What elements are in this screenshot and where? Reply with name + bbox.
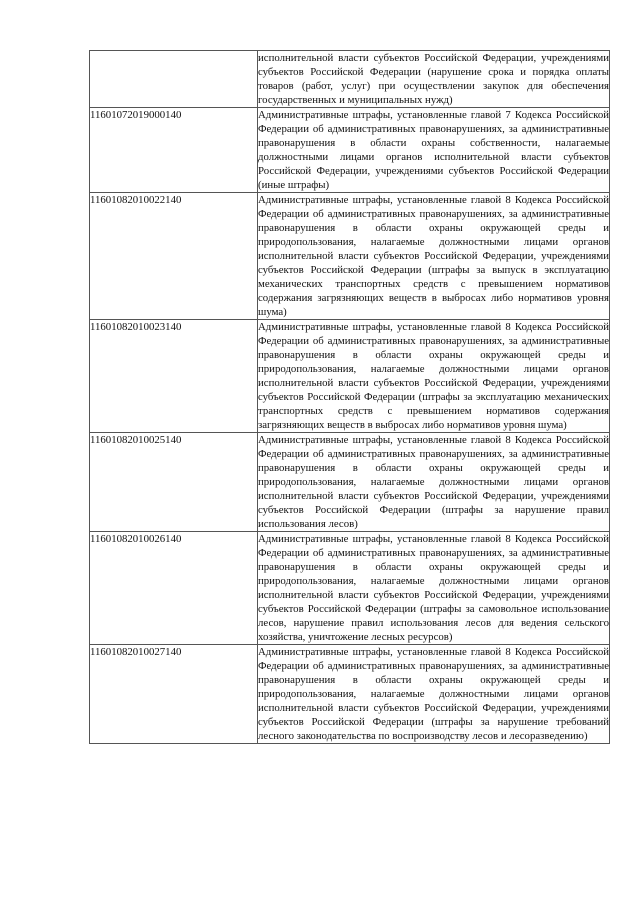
description-text: Административные штрафы, установленные главой 8 Кодекса Российской Федерации об административных правонарушениях, за административные правонарушения в области охраны окружающей среды и природопользования, налагаемые должностными лицами органов исполнительной власти субъектов Российской Федерации, учреждениями субъектов Российской Федерации (штрафы за нарушение правил использования лесов) [258, 434, 609, 530]
budget-codes-table [89, 50, 610, 744]
code-cell: 11601082010023140 [90, 320, 258, 433]
code-cell: 11601082010022140 [90, 193, 258, 320]
description-text: исполнительной власти субъектов Российской Федерации, учреждениями субъектов Российской Федерации (нарушение срока и порядка оплаты товаров (работ, услуг) при осуществлении закупок для обеспечения государственных и муниципальных нужд) [258, 52, 609, 106]
code-cell: 11601082010027140 [90, 645, 258, 744]
description-text: Административные штрафы, установленные главой 7 Кодекса Российской Федерации об административных правонарушениях, за административные правонарушения в области охраны собственности, налагаемые должностными лицами органов исполнительной власти субъектов Российской Федерации, учреждениями субъектов Российской Федерации (иные штрафы) [258, 109, 609, 191]
code-cell: 11601072019000140 [90, 108, 258, 193]
description-cell [258, 433, 610, 532]
description-cell [258, 51, 610, 108]
table-row [90, 51, 610, 108]
description-text: Административные штрафы, установленные главой 8 Кодекса Российской Федерации об административных правонарушениях, за административные правонарушения в области охраны окружающей среды и природопользования, налагаемые должностными лицами органов исполнительной власти субъектов Российской Федерации, учреждениями субъектов Российской Федерации (штрафы за эксплуатацию механических транспортных средств с превышением нормативов содержания загрязняющих веществ в выбросах либо нормативов уровня шума) [258, 321, 609, 431]
code-cell: 11601082010026140 [90, 532, 258, 645]
code-cell: 11601082010025140 [90, 433, 258, 532]
description-text: Административные штрафы, установленные главой 8 Кодекса Российской Федерации об административных правонарушениях, за административные правонарушения в области охраны окружающей среды и природопользования, налагаемые должностными лицами органов исполнительной власти субъектов Российской Федерации, учреждениями субъектов Российской Федерации (штрафы за нарушение требований лесного законодательства по воспроизводству лесов и лесоразведению) [258, 646, 609, 742]
description-cell [258, 532, 610, 645]
table-row [90, 645, 610, 744]
description-cell [258, 645, 610, 744]
description-cell [258, 320, 610, 433]
table-row [90, 532, 610, 645]
table-row [90, 193, 610, 320]
description-cell [258, 193, 610, 320]
table-row [90, 433, 610, 532]
description-text: Административные штрафы, установленные главой 8 Кодекса Российской Федерации об административных правонарушениях, за административные правонарушения в области охраны окружающей среды и природопользования, налагаемые должностными лицами органов исполнительной власти субъектов Российской Федерации, учреждениями субъектов Российской Федерации (штрафы за самовольное использование лесов, нарушение правил использования лесов для ведения сельского хозяйства, уничтожение лесных ресурсов) [258, 533, 609, 643]
code-cell [90, 51, 258, 108]
description-text: Административные штрафы, установленные главой 8 Кодекса Российской Федерации об административных правонарушениях, за административные правонарушения в области охраны окружающей среды и природопользования, налагаемые должностными лицами органов исполнительной власти субъектов Российской Федерации, учреждениями субъектов Российской Федерации (штрафы за выпуск в эксплуатацию механических транспортных средств с превышением нормативов содержания загрязняющих веществ в выбросах либо нормативов уровня шума) [258, 194, 609, 318]
table-row [90, 108, 610, 193]
description-cell [258, 108, 610, 193]
table-row [90, 320, 610, 433]
